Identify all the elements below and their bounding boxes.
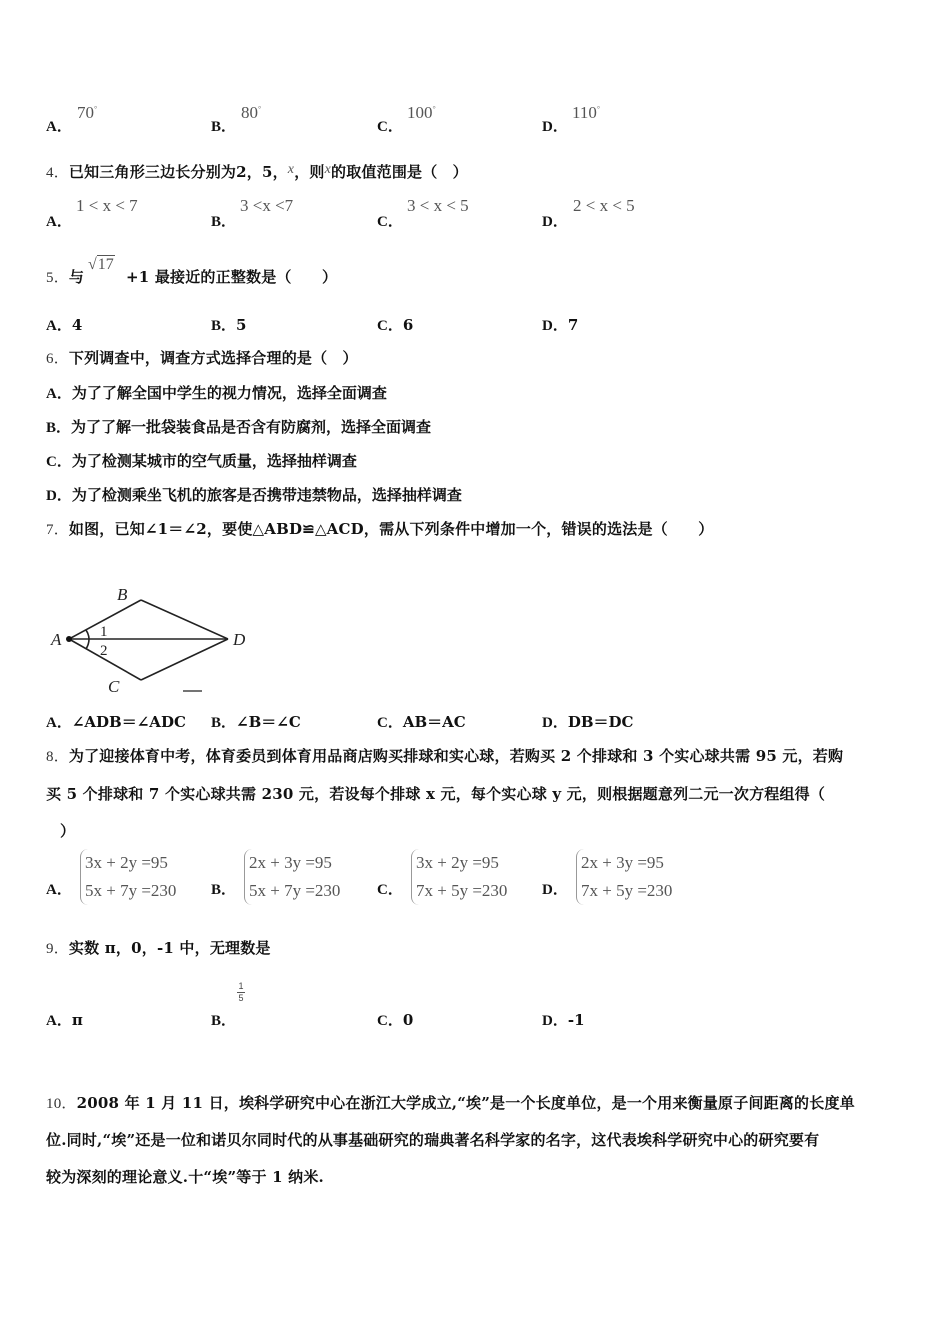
label: B． bbox=[46, 420, 72, 436]
q4-option-c-label: C． bbox=[377, 214, 403, 230]
label: A． bbox=[46, 386, 72, 402]
question-number: 7． bbox=[46, 522, 69, 538]
stem-text: 的取值范围是（ ） bbox=[331, 163, 468, 181]
radicand: 17 bbox=[97, 256, 114, 273]
q5-option-c bbox=[377, 314, 413, 335]
q3-option-b-value bbox=[241, 103, 261, 123]
label: B． bbox=[211, 715, 237, 731]
question-number: 6． bbox=[46, 351, 69, 367]
q5-stem bbox=[46, 266, 84, 287]
radical-sign-icon: √ bbox=[88, 256, 97, 273]
q7-option-c bbox=[377, 711, 466, 732]
q7-option-b bbox=[211, 711, 301, 732]
equation-1: 3x + 2y =95 bbox=[85, 853, 168, 872]
q4-option-d-value: 2 < x < 5 bbox=[573, 196, 635, 215]
triangle-diagram-icon bbox=[45, 580, 265, 700]
q5-option-a bbox=[46, 314, 82, 335]
label: C． bbox=[46, 454, 72, 470]
value: π bbox=[71, 1011, 83, 1029]
value: 80 bbox=[241, 103, 258, 122]
stem-text: 2008 年 1 月 11 日，埃科学研究中心在浙江大学成立,“埃”是一个长度单位，是一个用来衡量原子间距离的长度单 bbox=[76, 1094, 855, 1112]
value: 4 bbox=[71, 316, 83, 334]
question-number: 5． bbox=[46, 270, 69, 286]
q6-option-a bbox=[46, 382, 387, 403]
degree-symbol: ° bbox=[258, 104, 262, 114]
q5-option-d bbox=[542, 314, 578, 335]
value: ∠ADB＝∠ADC bbox=[71, 713, 186, 731]
equation-2: 7x + 5y =230 bbox=[416, 881, 508, 900]
q6-option-c bbox=[46, 450, 357, 471]
q9-option-c bbox=[377, 1009, 413, 1030]
question-number: 4． bbox=[46, 165, 69, 181]
q8-option-b-system bbox=[244, 849, 340, 905]
value: ∠B＝∠C bbox=[236, 713, 301, 731]
degree-symbol: ° bbox=[432, 104, 436, 114]
q3-option-a-label: A． bbox=[46, 119, 72, 135]
angle-1-label: 1 bbox=[100, 624, 108, 640]
label: D． bbox=[46, 488, 72, 504]
angle-2-label: 2 bbox=[100, 643, 108, 659]
value: 0 bbox=[402, 1011, 414, 1029]
q4-option-a-label: A． bbox=[46, 214, 72, 230]
q5-stem-rest: +1 最接近的正整数是（ ） bbox=[126, 268, 338, 286]
q3-option-a-value bbox=[77, 103, 97, 123]
q8-option-a-label: A． bbox=[46, 882, 72, 898]
q9-option-d bbox=[542, 1009, 585, 1030]
value: -1 bbox=[567, 1011, 585, 1029]
sqrt-17 bbox=[88, 256, 115, 274]
value: 为了了解全国中学生的视力情况，选择全面调查 bbox=[71, 384, 387, 402]
q3-option-d-value bbox=[572, 103, 600, 123]
value: 6 bbox=[402, 316, 414, 334]
label-c: C bbox=[108, 677, 120, 696]
variable-x: x bbox=[287, 162, 295, 177]
kite-figure bbox=[45, 580, 265, 700]
value: 5 bbox=[236, 316, 247, 334]
q6-option-b bbox=[46, 416, 431, 437]
q4-option-a-value: 1 < x < 7 bbox=[76, 196, 138, 215]
label-d: D bbox=[233, 630, 246, 649]
q4-option-b-label: B． bbox=[211, 214, 237, 230]
stem-text: ，则 bbox=[294, 163, 325, 181]
value: 100 bbox=[407, 103, 433, 122]
value: 7 bbox=[567, 316, 579, 334]
equation-1: 2x + 3y =95 bbox=[249, 853, 332, 872]
q8-option-d-label: D． bbox=[542, 882, 568, 898]
degree-symbol: ° bbox=[94, 104, 98, 114]
label: D． bbox=[542, 715, 568, 731]
stem-text: 实数 π，0，-1 中，无理数是 bbox=[68, 939, 271, 957]
q8-option-c-system bbox=[411, 849, 507, 905]
value: 70 bbox=[77, 103, 94, 122]
question-number: 10． bbox=[46, 1096, 77, 1112]
q10-stem-line1 bbox=[46, 1092, 855, 1113]
numerator: 1 bbox=[238, 981, 244, 991]
q6-stem bbox=[46, 347, 358, 368]
q3-option-d-label: D． bbox=[542, 119, 568, 135]
value: 为了检测乘坐飞机的旅客是否携带违禁物品，选择抽样调查 bbox=[71, 486, 462, 504]
q7-stem bbox=[46, 518, 713, 539]
equation-2: 5x + 7y =230 bbox=[85, 881, 177, 900]
q3-option-b-label: B． bbox=[211, 119, 237, 135]
q3-option-c-label: C． bbox=[377, 119, 403, 135]
value: DB＝DC bbox=[567, 713, 634, 731]
q8-stem-line3: ） bbox=[60, 822, 76, 840]
label: D． bbox=[542, 1013, 568, 1029]
q9-option-a bbox=[46, 1009, 83, 1030]
label-b: B bbox=[117, 585, 128, 604]
variable-x: x bbox=[324, 162, 332, 177]
q9-option-b bbox=[211, 1009, 236, 1030]
question-number: 8． bbox=[46, 749, 69, 765]
value: AB＝AC bbox=[402, 713, 466, 731]
equation-2: 5x + 7y =230 bbox=[249, 881, 341, 900]
q8-option-b-label: B． bbox=[211, 882, 237, 898]
label: B． bbox=[211, 1013, 237, 1029]
equation-1: 2x + 3y =95 bbox=[581, 853, 664, 872]
value: 为了了解一批袋装食品是否含有防腐剂，选择全面调查 bbox=[71, 418, 432, 436]
label: A． bbox=[46, 1013, 72, 1029]
label: C． bbox=[377, 715, 403, 731]
q4-option-d-label: D． bbox=[542, 214, 568, 230]
label: D． bbox=[542, 318, 568, 334]
question-number: 9． bbox=[46, 941, 69, 957]
value: 为了检测某城市的空气质量，选择抽样调查 bbox=[71, 452, 357, 470]
q6-option-d bbox=[46, 484, 462, 505]
q9-stem bbox=[46, 937, 271, 958]
equation-1: 3x + 2y =95 bbox=[416, 853, 499, 872]
q8-option-a-system bbox=[80, 849, 176, 905]
q4-option-c-value: 3 < x < 5 bbox=[407, 196, 469, 215]
q4-stem bbox=[46, 161, 468, 182]
stem-text: 与 bbox=[68, 268, 85, 286]
q4-option-b-value: 3 <x <7 bbox=[240, 196, 294, 215]
q10-stem-line2: 位.同时,“埃”还是一位和诺贝尔同时代的从事基础研究的瑞典著名科学家的名字，这代表埃科学研究中心的研究要有 bbox=[46, 1131, 820, 1149]
q8-option-c-label: C． bbox=[377, 882, 403, 898]
value: 110 bbox=[572, 103, 597, 122]
stem-text: 已知三角形三边长分别为2，5， bbox=[68, 163, 288, 181]
label: A． bbox=[46, 715, 72, 731]
label: B． bbox=[211, 318, 237, 334]
q10-stem-line3: 较为深刻的理论意义.十“埃”等于 1 纳米. bbox=[46, 1168, 324, 1186]
degree-symbol: ° bbox=[596, 104, 601, 114]
label: A． bbox=[46, 318, 72, 334]
q8-stem-line2: 买 5 个排球和 7 个实心球共需 230 元，若设每个排球 x 元，每个实心球 y 元，则根据题意列二元一次方程组得（ bbox=[46, 785, 826, 803]
denominator: 5 bbox=[238, 993, 244, 1003]
q7-option-d bbox=[542, 711, 633, 732]
equation-2: 7x + 5y =230 bbox=[581, 881, 673, 900]
label: C． bbox=[377, 1013, 403, 1029]
q7-option-a bbox=[46, 711, 186, 732]
stem-text: 如图，已知∠1＝∠2，要使△ABD≌△ACD，需从下列条件中增加一个，错误的选法是（ ） bbox=[68, 520, 714, 538]
q8-stem-line1 bbox=[46, 745, 843, 766]
q9-option-b-fraction bbox=[237, 982, 245, 1003]
stem-text: 下列调查中，调查方式选择合理的是（ ） bbox=[68, 349, 358, 367]
q8-option-d-system bbox=[576, 849, 672, 905]
q5-option-b bbox=[211, 314, 246, 335]
q3-option-c-value bbox=[407, 103, 436, 123]
label-a: A bbox=[51, 630, 62, 649]
stem-text: 为了迎接体育中考，体育委员到体育用品商店购买排球和实心球，若购买 2 个排球和 3 个实心球共需 95 元，若购 bbox=[68, 747, 844, 765]
label: C． bbox=[377, 318, 403, 334]
